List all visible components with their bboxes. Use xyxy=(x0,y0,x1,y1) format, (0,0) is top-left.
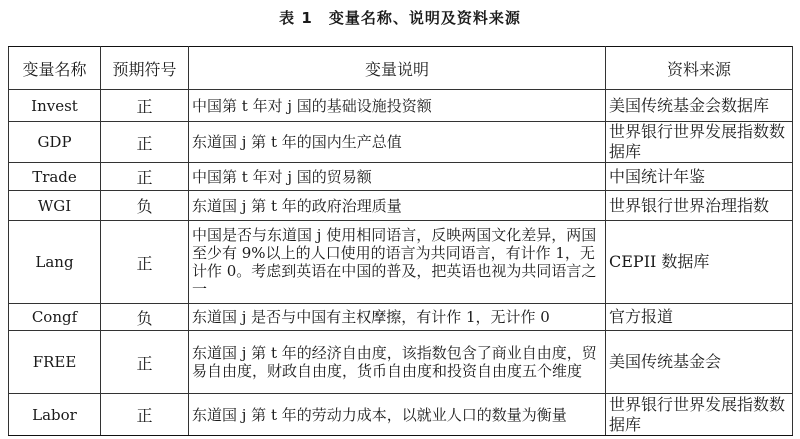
header-variable-name: 变量名称 xyxy=(9,47,101,90)
header-data-source: 资料来源 xyxy=(606,47,793,90)
data-source: 世界银行世界治理指数 xyxy=(606,191,793,221)
table-row xyxy=(9,122,793,163)
variable-name: Trade xyxy=(9,163,101,191)
variable-description: 中国是否与东道国 j 使用相同语言，反映两国文化差异，两国至少有 9%以上的人口使用的语言为共同语言，有计作 1，无计作 0。考虑到英语在中国的普及，把英语也视为共同语言之一 xyxy=(189,221,606,304)
data-source: 世界银行世界发展指数数据库 xyxy=(606,394,793,436)
data-source: 世界银行世界发展指数数据库 xyxy=(606,122,793,163)
table-row xyxy=(9,191,793,221)
variable-description: 东道国 j 第 t 年的政府治理质量 xyxy=(189,191,606,221)
variable-name: Congf xyxy=(9,304,101,331)
data-source: 美国传统基金会 xyxy=(606,331,793,394)
expected-sign: 正 xyxy=(101,221,189,304)
variables-table xyxy=(8,46,793,436)
variable-name: GDP xyxy=(9,122,101,163)
table-row xyxy=(9,90,793,122)
variable-name: FREE xyxy=(9,331,101,394)
variable-name: Labor xyxy=(9,394,101,436)
table-row xyxy=(9,394,793,436)
expected-sign: 正 xyxy=(101,394,189,436)
table-row xyxy=(9,221,793,304)
variable-description: 东道国 j 是否与中国有主权摩擦，有计作 1，无计作 0 xyxy=(189,304,606,331)
table-header-row xyxy=(9,47,793,90)
expected-sign: 正 xyxy=(101,90,189,122)
variable-description: 中国第 t 年对 j 国的贸易额 xyxy=(189,163,606,191)
data-source: 官方报道 xyxy=(606,304,793,331)
expected-sign: 负 xyxy=(101,304,189,331)
variable-description: 中国第 t 年对 j 国的基础设施投资额 xyxy=(189,90,606,122)
table-caption: 表 1 变量名称、说明及资料来源 xyxy=(279,9,521,27)
data-source: 美国传统基金会数据库 xyxy=(606,90,793,122)
table-row xyxy=(9,163,793,191)
variable-description: 东道国 j 第 t 年的国内生产总值 xyxy=(189,122,606,163)
table-row xyxy=(9,331,793,394)
header-variable-description: 变量说明 xyxy=(189,47,606,90)
variable-name: Invest xyxy=(9,90,101,122)
table-row xyxy=(9,304,793,331)
expected-sign: 负 xyxy=(101,191,189,221)
data-source: 中国统计年鉴 xyxy=(606,163,793,191)
variable-description: 东道国 j 第 t 年的劳动力成本，以就业人口的数量为衡量 xyxy=(189,394,606,436)
header-expected-sign: 预期符号 xyxy=(101,47,189,90)
expected-sign: 正 xyxy=(101,122,189,163)
expected-sign: 正 xyxy=(101,163,189,191)
variable-description: 东道国 j 第 t 年的经济自由度，该指数包含了商业自由度，贸易自由度，财政自由度，货币自由度和投资自由度五个维度 xyxy=(189,331,606,394)
data-source: CEPII 数据库 xyxy=(606,221,793,304)
expected-sign: 正 xyxy=(101,331,189,394)
variable-name: Lang xyxy=(9,221,101,304)
variable-name: WGI xyxy=(9,191,101,221)
